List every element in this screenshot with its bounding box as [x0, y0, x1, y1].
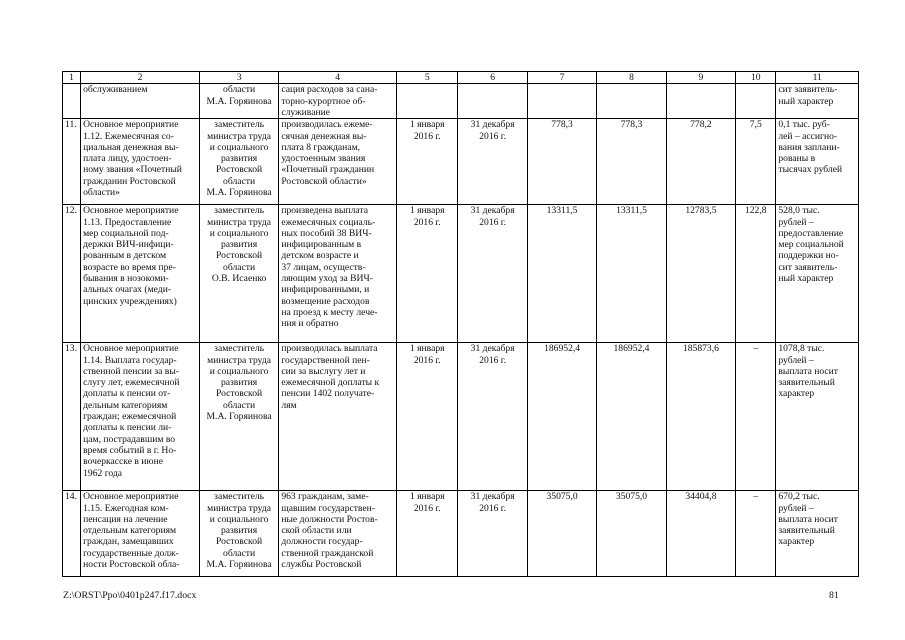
- column-header: 3: [199, 72, 278, 84]
- column-header: 2: [81, 72, 200, 84]
- note-cell: 0,1 тыс. руб- лей – ассигно- вания заплани- рованы в тысячах рублей: [776, 119, 859, 205]
- end-date-cell: 31 декабря 2016 г.: [458, 491, 527, 577]
- value-cell: 7,5: [736, 119, 776, 205]
- column-header: 11: [776, 72, 859, 84]
- value-cell: [736, 84, 776, 119]
- result-cell: произведена выплата ежемесячных социаль- ных пособий 38 ВИЧ- инфицированным в детском возрасте и 37 лицам, осуществ- ляющим уход за ВИЧ- инфицированными, и возмещение расходов на проезд к месту лече- ния и обратно: [279, 205, 397, 343]
- start-date-cell: 1 января 2016 г.: [397, 491, 458, 577]
- table-row: [63, 84, 859, 119]
- column-header: 8: [597, 72, 666, 84]
- end-date-cell: [458, 84, 527, 119]
- table-row: [63, 205, 859, 343]
- start-date-cell: 1 января 2016 г.: [397, 119, 458, 205]
- executor-cell: заместитель министра труда и социального развития Ростовской области М.А. Горяинова: [199, 343, 278, 491]
- row-number: 14.: [63, 491, 81, 577]
- value-cell: 778,2: [666, 119, 735, 205]
- column-header: 10: [736, 72, 776, 84]
- value-cell: 13311,5: [527, 205, 596, 343]
- result-cell: производилась выплата государственной пен- сии за выслугу лет и ежемесячной доплаты к пенсии 1402 получате- лям: [279, 343, 397, 491]
- column-header: 6: [458, 72, 527, 84]
- value-cell: [527, 84, 596, 119]
- result-cell: производилась ежеме- сячная денежная вы- плата 8 гражданам, удостоенным звания «Почетный гражданин Ростовской области»: [279, 119, 397, 205]
- result-cell: 963 гражданам, заме- щавшим государствен- ные должности Ростов- ской области или должности государ- ственной гражданской службы Ростовской: [279, 491, 397, 577]
- executor-cell: заместитель министра труда и социального развития Ростовской области М.А. Горяинова: [199, 491, 278, 577]
- column-header: 5: [397, 72, 458, 84]
- value-cell: 778,3: [597, 119, 666, 205]
- event-cell: обслуживанием: [81, 84, 200, 119]
- value-cell: 35075,0: [597, 491, 666, 577]
- row-number: 11.: [63, 119, 81, 205]
- value-cell: 12783,5: [666, 205, 735, 343]
- note-cell: 670,2 тыс. рублей – выплата носит заявительный характер: [776, 491, 859, 577]
- note-cell: 528,0 тыс. рублей – предоставление мер социальной поддержки но- сит заявитель- ный характер: [776, 205, 859, 343]
- value-cell: 35075,0: [527, 491, 596, 577]
- event-cell: Основное мероприятие 1.12. Ежемесячная со- циальная денежная вы- плата лицу, удостоен- ному звания «Почетный гражданин Ростовской области»: [81, 119, 200, 205]
- table-header-row: [63, 72, 859, 84]
- table-row: [63, 343, 859, 491]
- start-date-cell: 1 января 2016 г.: [397, 205, 458, 343]
- event-cell: Основное мероприятие 1.13. Предоставление мер социальной под- держки ВИЧ-инфици- рованным в детском возрасте во время пре- бывания в нозокоми- альных очагах (меди- цинских учреждениях): [81, 205, 200, 343]
- value-cell: [666, 84, 735, 119]
- event-cell: Основное мероприятие 1.14. Выплата государ- ственной пенсии за вы- слугу лет, ежемесячной доплаты к пенсии от- дельным категориям граждан; ежемесячной доплаты к пенсии ли- цам, пострадавшим во время событий в г. Но- вочеркасске в июне 1962 года: [81, 343, 200, 491]
- report-table: [62, 71, 859, 577]
- page-number: 81: [829, 590, 839, 601]
- value-cell: 13311,5: [597, 205, 666, 343]
- value-cell: 185873,6: [666, 343, 735, 491]
- document-file-path: Z:\ORST\Ppo\0401p247.f17.docx: [63, 590, 197, 601]
- table-row: [63, 119, 859, 205]
- value-cell: –: [736, 491, 776, 577]
- value-cell: 34404,8: [666, 491, 735, 577]
- note-cell: 1078,8 тыс. рублей – выплата носит заявительный характер: [776, 343, 859, 491]
- value-cell: 122,8: [736, 205, 776, 343]
- end-date-cell: 31 декабря 2016 г.: [458, 205, 527, 343]
- row-number: 12.: [63, 205, 81, 343]
- executor-cell: области М.А. Горяинова: [199, 84, 278, 119]
- column-header: 1: [63, 72, 81, 84]
- column-header: 4: [279, 72, 397, 84]
- table-row: [63, 491, 859, 577]
- value-cell: 186952,4: [527, 343, 596, 491]
- value-cell: –: [736, 343, 776, 491]
- executor-cell: заместитель министра труда и социального развития Ростовской области О.В. Исаенко: [199, 205, 278, 343]
- row-number: [63, 84, 81, 119]
- column-header: 7: [527, 72, 596, 84]
- result-cell: сация расходов за сана- торно-курортное об- служивание: [279, 84, 397, 119]
- end-date-cell: 31 декабря 2016 г.: [458, 119, 527, 205]
- event-cell: Основное мероприятие 1.15. Ежегодная ком- пенсация на лечение отдельным категориям граждан, замещавших государственные долж- ности Ростовской обла-: [81, 491, 200, 577]
- table-body: [63, 84, 859, 577]
- value-cell: 186952,4: [597, 343, 666, 491]
- column-header: 9: [666, 72, 735, 84]
- start-date-cell: 1 января 2016 г.: [397, 343, 458, 491]
- value-cell: 778,3: [527, 119, 596, 205]
- start-date-cell: [397, 84, 458, 119]
- value-cell: [597, 84, 666, 119]
- executor-cell: заместитель министра труда и социального развития Ростовской области М.А. Горяинова: [199, 119, 278, 205]
- end-date-cell: 31 декабря 2016 г.: [458, 343, 527, 491]
- row-number: 13.: [63, 343, 81, 491]
- note-cell: сит заявитель- ный характер: [776, 84, 859, 119]
